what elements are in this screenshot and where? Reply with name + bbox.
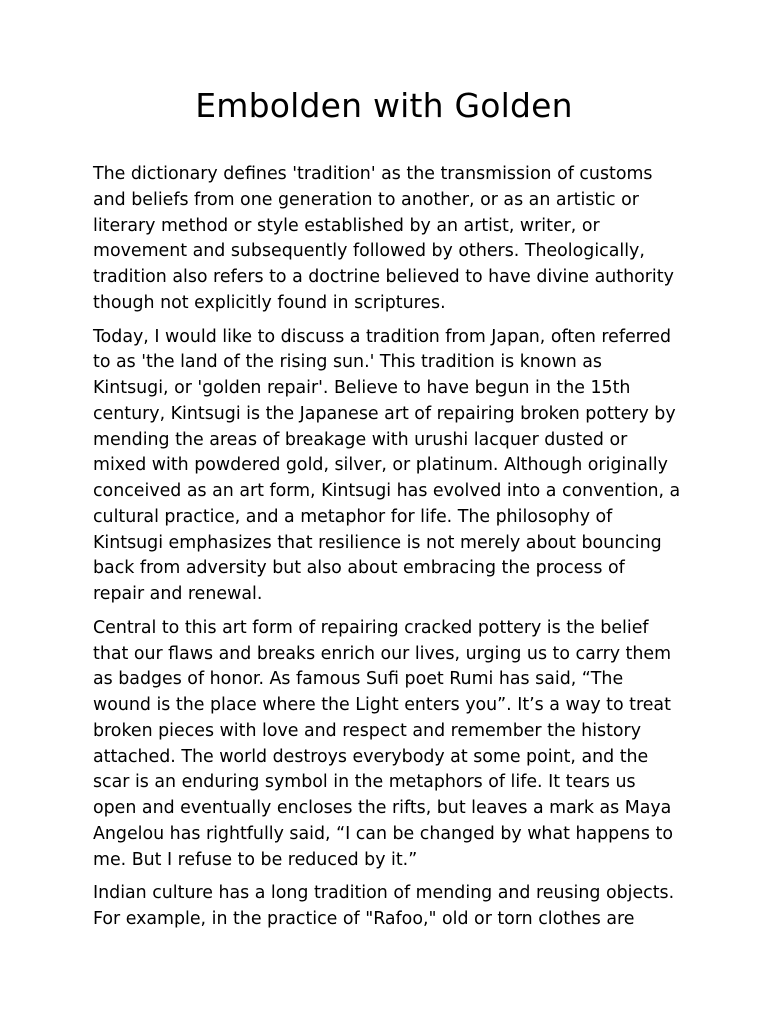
paragraph-flaws: Central to this art form of repairing cracked pottery is the belief that our flaws and breaks enrich our lives, urging us to carry them as badges of honor. As famous Sufi poet Rumi has said, “The wound is the place where the Light enters you”. It’s a way to treat broken pieces with love and respect and remember the history attached. The world destroys everybody at some point, and the scar is an enduring symbol in the metaphors of life. It tears us open and eventually encloses the rifts, but leaves a mark as Maya Angelou has rightfully said, “I can be changed by what happens to me. But I refuse to be reduced by it.”: [93, 617, 673, 870]
document-body: [93, 162, 681, 941]
paragraph-rafoo: Indian culture has a long tradition of mending and reusing objects. For example, in the practice of "Rafoo," old or torn clothes are: [93, 883, 675, 929]
paragraph-kintsugi: Today, I would like to discuss a tradition from Japan, often referred to as 'the land of the rising sun.' This tradition is known as Kintsugi, or 'golden repair'. Believe to have begun in the 15th century, Kintsugi is the Japanese art of repairing broken pottery by mending the areas of breakage with urushi lacquer dusted or mixed with powdered gold, silver, or platinum. Although originally conceived as an art form, Kintsugi has evolved into a convention, a cultural practice, and a metaphor for life. The philosophy of Kintsugi emphasizes that resilience is not merely about bouncing back from adversity but also about embracing the process of repair and renewal.: [93, 326, 681, 604]
document-title: Embolden with Golden: [195, 86, 573, 125]
paragraph-definition: The dictionary defines 'tradition' as the transmission of customs and beliefs from one generation to another, or as an artistic or literary method or style established by an artist, writer, or movement and subsequently followed by others. Theologically, tradition also refers to a doctrine believed to have divine authority though not explicitly found in scriptures.: [93, 164, 674, 313]
